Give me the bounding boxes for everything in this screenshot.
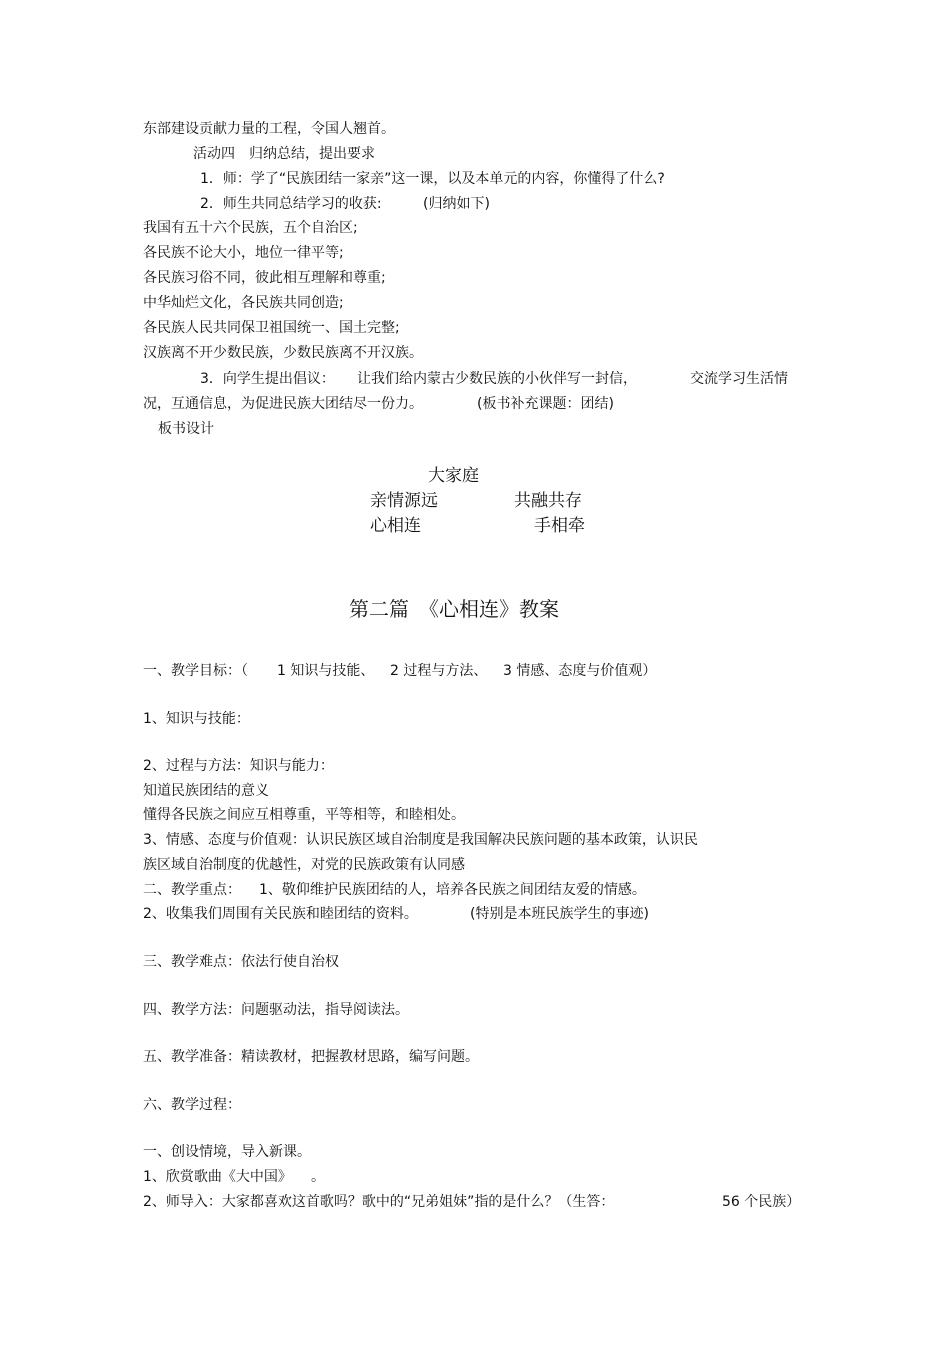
text-line: 六、教学过程： [143,1097,241,1113]
summary-item: 各民族习俗不同，彼此相互理解和尊重; [143,270,386,286]
text-line: 1．师：学了“民族团结一家亲”这一课，以及本单元的内容，你懂得了什么? [200,171,665,187]
board-design-label: 板书设计 [158,421,214,437]
text-line: 1 知识与技能、 [277,663,375,679]
text-line: 56 个民族） [722,1194,801,1210]
page-title: 第二篇 《心相连》教案 [349,597,559,621]
text-line: 2 过程与方法、 [390,663,488,679]
text-line: 3．向学生提出倡议： [200,371,335,387]
activity-heading: 活动四 归纳总结，提出要求 [193,146,375,162]
text-line: 2．师生共同总结学习的收获: [200,196,382,212]
text-line: 懂得各民族之间应互相尊重，平等相等，和睦相处。 [143,807,465,823]
board-center: 大家庭 [428,466,479,486]
summary-item: 我国有五十六个民族，五个自治区; [143,220,358,236]
summary-item: 汉族离不开少数民族，少数民族离不开汉族。 [143,345,423,361]
board-right-2: 手相牵 [534,516,585,536]
text-line: 3 情感、态度与价值观） [503,663,657,679]
text-line: (板书补充课题：团结) [477,396,614,412]
summary-item: 各民族人民共同保卫祖国统一、国土完整; [143,320,400,336]
text-line: 3、情感、态度与价值观：认识民族区域自治制度是我国解决民族问题的基本政策，认识民 [143,832,698,848]
text-line: 2、过程与方法：知识与能力： [143,758,334,774]
text-line: 族区域自治制度的优越性，对党的民族政策有认同感 [143,857,465,873]
text-line: 。 [311,1169,325,1185]
text-line: 四、教学方法：问题驱动法，指导阅读法。 [143,1002,409,1018]
text-line: 况，互通信息，为促进民族大团结尽一份力。 [143,396,423,412]
summary-item: 中华灿烂文化，各民族共同创造; [143,295,344,311]
text-line: 1、欣赏歌曲《大中国》 [143,1169,292,1185]
text-line: 五、教学准备：精读教材，把握教材思路，编写问题。 [143,1049,479,1065]
text-line: (特别是本班民族学生的事迹) [470,906,649,922]
board-right-1: 共融共存 [514,491,582,511]
board-left-1: 亲情源远 [370,491,438,511]
text-line: 交流学习生活情 [690,371,788,387]
text-line: 2、师导入：大家都喜欢这首歌吗？歌中的“兄弟姐妹”指的是什么？（生答： [143,1194,615,1210]
text-line: 让我们给内蒙古少数民族的小伙伴写一封信， [357,371,637,387]
text-line: 知道民族团结的意义 [143,783,269,799]
text-line: 一、创设情境，导入新课。 [143,1144,311,1160]
board-left-2: 心相连 [370,516,421,536]
text-line: 三、教学难点：依法行使自治权 [143,954,339,970]
text-line: 东部建设贡献力量的工程，令国人翘首。 [143,121,395,137]
text-line: 一、教学目标：（ [143,663,248,679]
text-line: 2、收集我们周围有关民族和睦团结的资料。 [143,906,418,922]
text-line: 1、敬仰维护民族团结的人，培养各民族之间团结友爱的情感。 [259,882,646,898]
text-line: 二、教学重点： [143,882,241,898]
summary-item: 各民族不论大小，地位一律平等; [143,245,344,261]
text-line: (归纳如下) [423,196,490,212]
text-line: 1、知识与技能： [143,711,250,727]
